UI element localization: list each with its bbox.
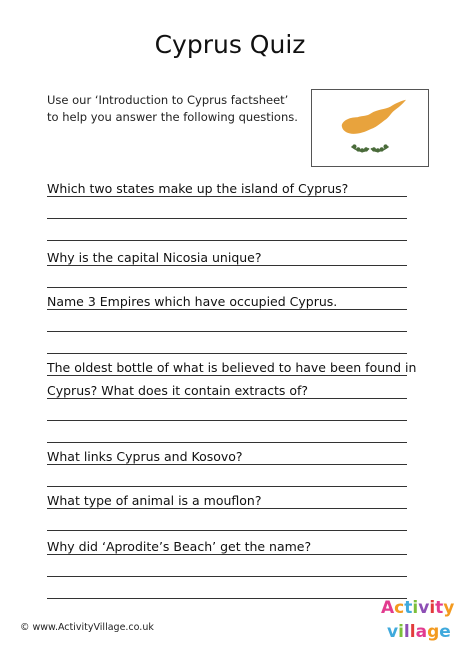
intro-line-1: Use our ‘Introduction to Cyprus factsheet’ <box>47 93 289 107</box>
logo-line-1: Activity <box>381 598 455 618</box>
answer-line <box>47 486 407 487</box>
answer-line <box>47 508 407 509</box>
olive-branches <box>351 145 388 152</box>
page-title: Cyprus Quiz <box>154 30 306 59</box>
answer-line <box>47 554 407 555</box>
logo-line-2: village <box>387 622 451 642</box>
cyprus-flag-icon <box>311 89 429 167</box>
logo-graphic <box>377 589 453 645</box>
answer-line <box>47 218 407 219</box>
footer-url: © www.ActivityVillage.co.uk <box>20 622 154 633</box>
answer-line <box>47 265 407 266</box>
answer-line <box>47 398 407 399</box>
answer-line <box>47 464 407 465</box>
intro-text <box>47 92 302 126</box>
answer-line <box>47 196 407 197</box>
answer-line <box>47 240 407 241</box>
intro-line-2: to help you answer the following questions. <box>47 110 298 124</box>
answer-line <box>47 331 407 332</box>
question-4-line-1: The oldest bottle of what is believed to have been found in <box>47 360 417 375</box>
question-3: Name 3 Empires which have occupied Cyprus. <box>47 294 338 309</box>
answer-line <box>47 576 407 577</box>
question-7: Why did ‘Aprodite’s Beach’ get the name? <box>47 539 312 554</box>
question-4-line-2: Cyprus? What does it contain extracts of? <box>47 383 309 398</box>
question-5: What links Cyprus and Kosovo? <box>47 449 243 464</box>
answer-line <box>47 420 407 421</box>
answer-line <box>47 353 407 354</box>
question-2: Why is the capital Nicosia unique? <box>47 250 262 265</box>
cyprus-island-shape <box>342 100 406 134</box>
cyprus-flag-graphic <box>312 90 428 166</box>
answer-line <box>47 375 407 376</box>
answer-line <box>47 442 407 443</box>
question-6: What type of animal is a mouflon? <box>47 493 262 508</box>
question-1: Which two states make up the island of Cyprus? <box>47 181 349 196</box>
answer-line <box>47 287 407 288</box>
activity-village-logo <box>377 589 453 645</box>
answer-line <box>47 598 407 599</box>
answer-line <box>47 530 407 531</box>
answer-line <box>47 309 407 310</box>
